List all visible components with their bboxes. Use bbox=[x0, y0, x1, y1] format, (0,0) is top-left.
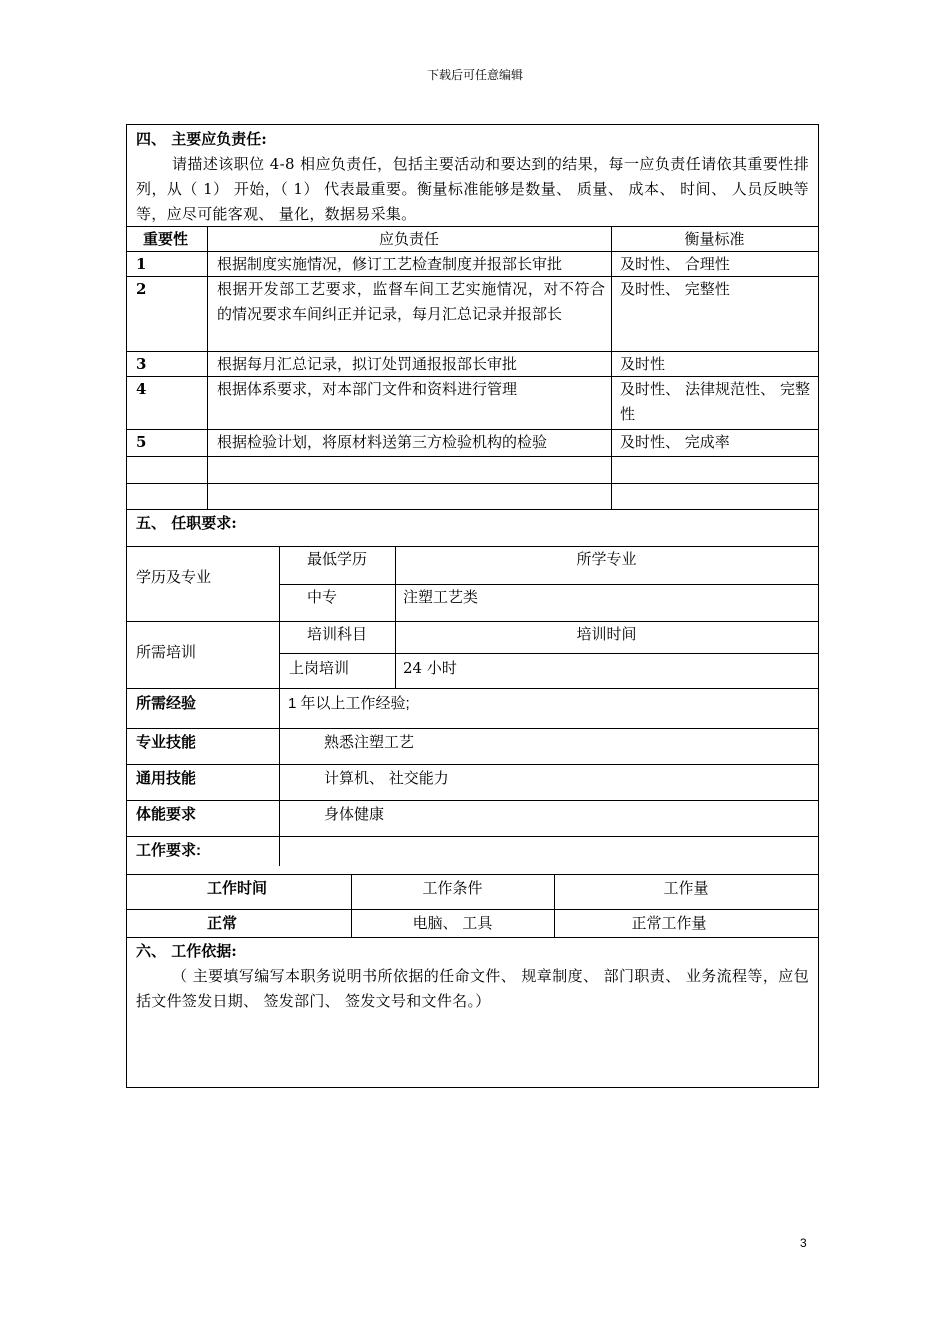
row-1-importance: 1 bbox=[136, 255, 147, 273]
physical-value: 身体健康 bbox=[324, 805, 385, 823]
row-3-importance: 3 bbox=[136, 355, 147, 373]
row-5-standard: 及时性、 完成率 bbox=[620, 433, 730, 451]
row-4-importance: 4 bbox=[136, 380, 147, 398]
job-description-form bbox=[126, 124, 819, 1088]
row-2-standard: 及时性、 完整性 bbox=[620, 280, 730, 298]
general-skill-label: 通用技能 bbox=[136, 770, 197, 787]
workload-value: 正常工作量 bbox=[631, 914, 707, 932]
row-2-importance: 2 bbox=[136, 280, 147, 298]
page-number: 3 bbox=[800, 1236, 807, 1250]
work-conditions-header: 工作条件 bbox=[422, 879, 483, 897]
row-4-standard: 及时性、 法律规范性、 完整性 bbox=[620, 380, 810, 423]
education-major-value: 注塑工艺类 bbox=[403, 588, 479, 606]
section6-title: 六、 工作依据: bbox=[136, 942, 237, 960]
education-major-label: 所学专业 bbox=[576, 550, 637, 568]
section5-title: 五、 任职要求: bbox=[136, 514, 237, 532]
row-1-responsibility: 根据制度实施情况，修订工艺检查制度并报部长审批 bbox=[217, 255, 563, 273]
training-subject-value: 上岗培训 bbox=[289, 659, 350, 677]
row-4-responsibility: 根据体系要求，对本部门文件和资料进行管理 bbox=[217, 380, 518, 398]
professional-skill-value: 熟悉注塑工艺 bbox=[324, 733, 415, 751]
row-1-standard: 及时性、 合理性 bbox=[620, 255, 730, 273]
professional-skill-label: 专业技能 bbox=[136, 734, 197, 751]
row-3-responsibility: 根据每月汇总记录，拟订处罚通报报部长审批 bbox=[217, 355, 518, 373]
work-req-title: 工作要求: bbox=[136, 842, 201, 859]
row-5-responsibility: 根据检验计划，将原材料送第三方检验机构的检验 bbox=[217, 433, 548, 451]
education-min-value: 中专 bbox=[307, 588, 338, 606]
header-responsibility: 应负责任 bbox=[378, 230, 439, 248]
education-min-label: 最低学历 bbox=[307, 550, 368, 568]
section6-description: （ 主要填写编写本职务说明书所依据的任命文件、 规章制度、 部门职责、 业务流程等，应包括文件签发日期、 签发部门、 签发文号和文件名。） bbox=[136, 967, 809, 1010]
education-label: 学历及专业 bbox=[136, 568, 212, 586]
row-2-responsibility: 根据开发部工艺要求，监督车间工艺实施情况，对不符合的情况要求车间纠正并记录，每月汇总记录并报部长 bbox=[217, 280, 605, 323]
header-note: 下载后可任意编辑 bbox=[426, 68, 523, 82]
training-time-value: 24 小时 bbox=[403, 659, 457, 677]
work-conditions-value: 电脑、 工具 bbox=[412, 914, 493, 932]
workload-header: 工作量 bbox=[663, 879, 709, 897]
work-time-header: 工作时间 bbox=[206, 880, 267, 897]
training-label: 所需培训 bbox=[136, 643, 197, 661]
header-standard: 衡量标准 bbox=[684, 230, 745, 248]
section4-title: 四、 主要应负责任: bbox=[136, 130, 267, 148]
row-3-standard: 及时性 bbox=[620, 355, 666, 373]
general-skill-value: 计算机、 社交能力 bbox=[324, 769, 449, 787]
experience-label: 所需经验 bbox=[136, 695, 197, 712]
experience-value: 1 年以上工作经验; bbox=[288, 695, 410, 712]
header-importance: 重要性 bbox=[143, 230, 189, 248]
training-subject-label: 培训科目 bbox=[307, 625, 368, 643]
row-5-importance: 5 bbox=[136, 433, 147, 451]
physical-label: 体能要求 bbox=[136, 806, 197, 823]
section4-description: 请描述该职位 4-8 相应负责任，包括主要活动和要达到的结果，每一应负责任请依其重要性排列，从（ 1） 开始，（ 1） 代表最重要。衡量标准能够是数量、 质量、 成本、 时间、 人员反映等等，应尽可能客观、 量化，数据易采集。 bbox=[136, 155, 809, 223]
work-time-value: 正常 bbox=[206, 915, 237, 932]
training-time-label: 培训时间 bbox=[576, 625, 637, 643]
